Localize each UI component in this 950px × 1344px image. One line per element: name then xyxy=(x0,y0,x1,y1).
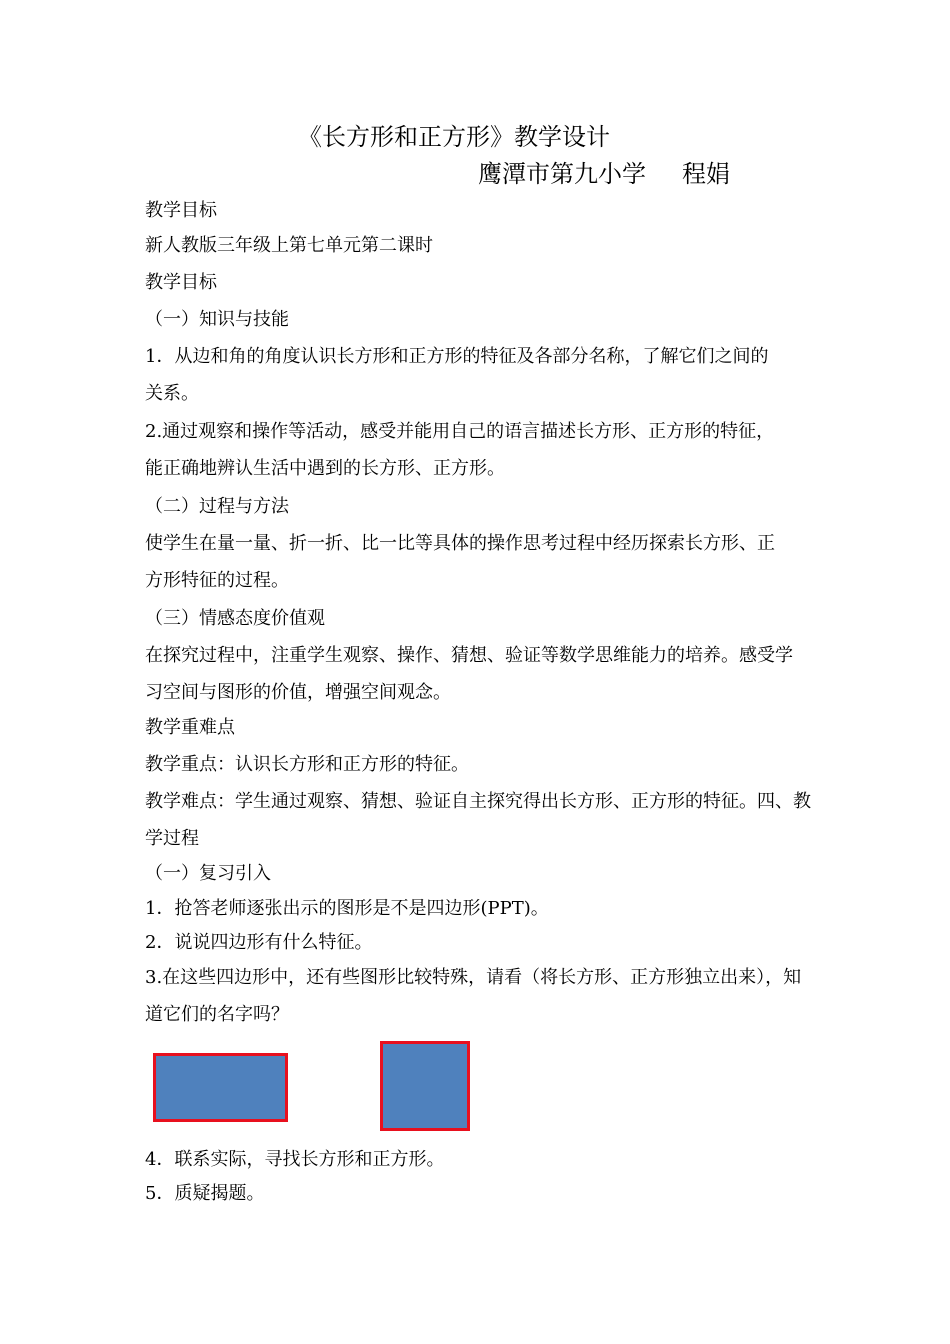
section-heading: 教学目标 xyxy=(145,272,217,293)
section-heading: 教学重难点 xyxy=(145,717,235,738)
subsection-heading: （一）知识与技能 xyxy=(145,309,289,330)
paragraph-line: 在探究过程中，注重学生观察、操作、猜想、验证等数学思维能力的培养。感受学 xyxy=(145,645,793,666)
paragraph-line: 使学生在量一量、折一折、比一比等具体的操作思考过程中经历探索长方形、正 xyxy=(145,533,775,554)
paragraph-line: 教学难点：学生通过观察、猜想、验证自主探究得出长方形、正方形的特征。四、教 xyxy=(145,791,811,812)
square-shape xyxy=(380,1041,470,1131)
course-info: 新人教版三年级上第七单元第二课时 xyxy=(145,235,433,256)
paragraph-line: 习空间与图形的价值，增强空间观念。 xyxy=(145,682,451,703)
document-title: 《长方形和正方形》教学设计 xyxy=(298,123,610,151)
paragraph-line: 关系。 xyxy=(145,383,199,404)
list-item: 5．质疑揭题。 xyxy=(145,1183,265,1204)
school-name: 鹰潭市第九小学 xyxy=(478,160,646,188)
paragraph-line: 教学重点：认识长方形和正方形的特征。 xyxy=(145,754,469,775)
list-item: 4．联系实际，寻找长方形和正方形。 xyxy=(145,1149,445,1170)
paragraph-line: 2.通过观察和操作等活动，感受并能用自己的语言描述长方形、正方形的特征， xyxy=(145,421,775,442)
subsection-heading: （一）复习引入 xyxy=(145,863,271,884)
subsection-heading: （三）情感态度价值观 xyxy=(145,608,325,629)
list-item: 1．抢答老师逐张出示的图形是不是四边形(PPT)。 xyxy=(145,898,549,919)
rectangle-shape xyxy=(153,1053,288,1122)
paragraph-line: 方形特征的过程。 xyxy=(145,570,289,591)
author-name: 程娟 xyxy=(682,160,730,188)
list-item: 道它们的名字吗？ xyxy=(145,1004,289,1025)
list-item: 3.在这些四边形中，还有些图形比较特殊，请看（将长方形、正方形独立出来），知 xyxy=(145,967,802,988)
paragraph-line: 能正确地辨认生活中遇到的长方形、正方形。 xyxy=(145,458,505,479)
subsection-heading: （二）过程与方法 xyxy=(145,496,289,517)
paragraph-line: 1．从边和角的角度认识长方形和正方形的特征及各部分名称，了解它们之间的 xyxy=(145,346,769,367)
section-heading: 教学目标 xyxy=(145,200,217,221)
paragraph-line: 学过程 xyxy=(145,828,199,849)
author-line xyxy=(478,162,730,186)
list-item: 2．说说四边形有什么特征。 xyxy=(145,932,373,953)
